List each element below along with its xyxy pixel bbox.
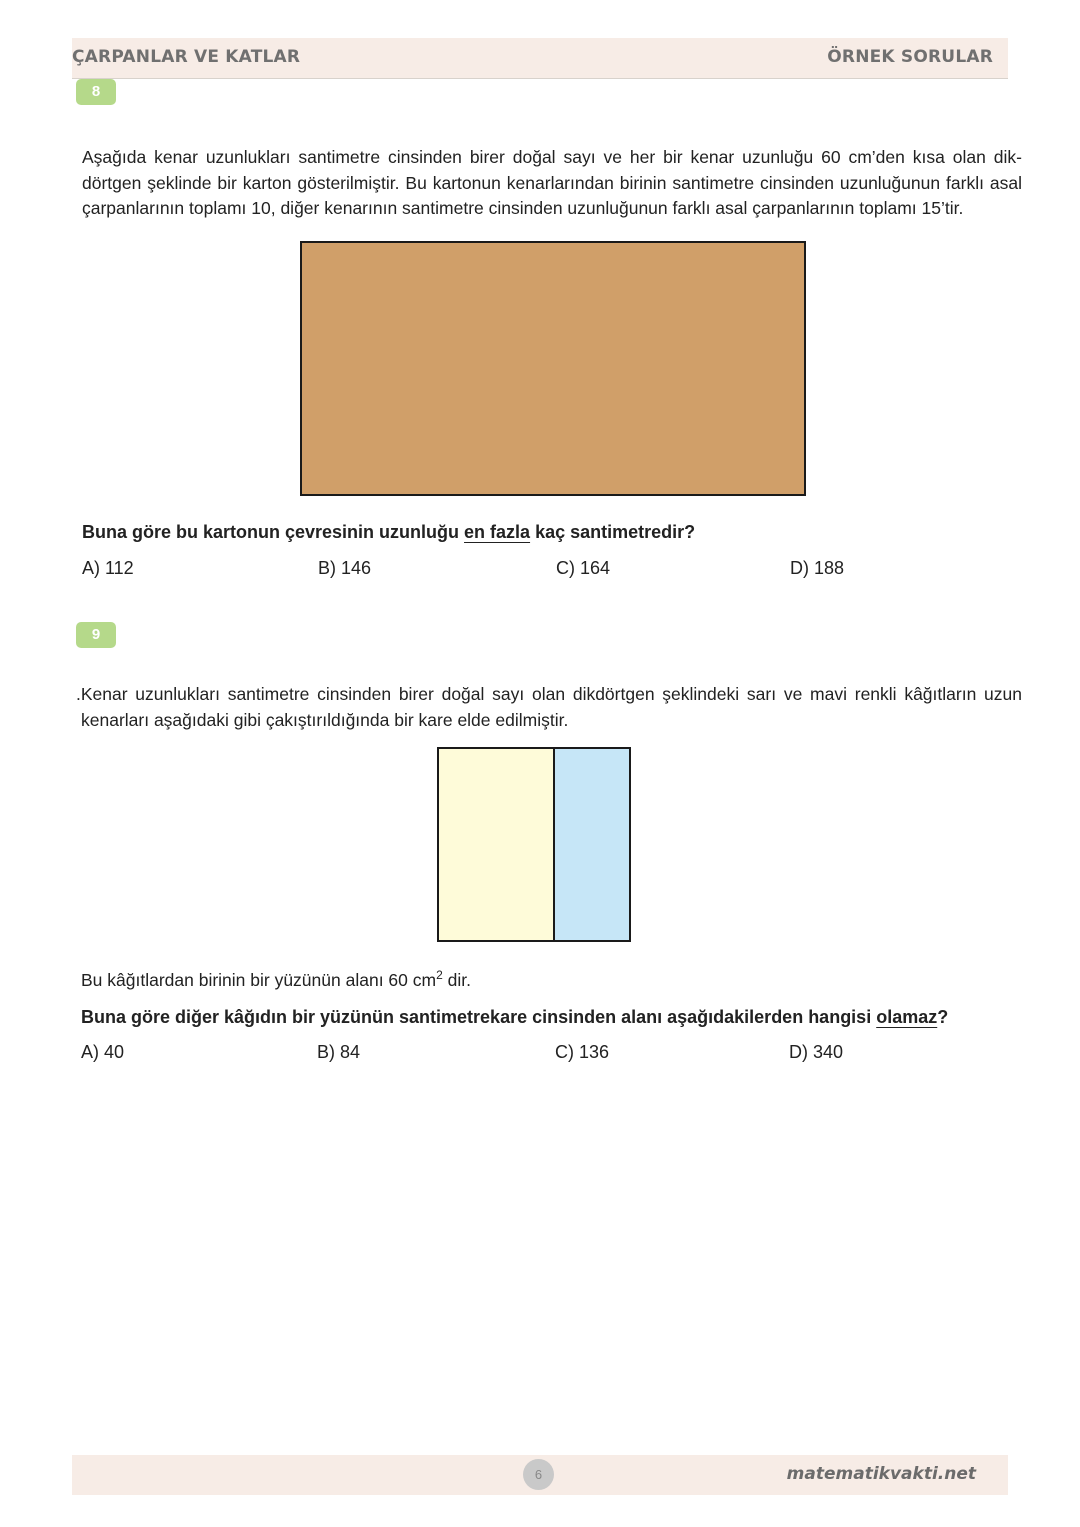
overlapping-papers-square	[437, 747, 631, 942]
option-b[interactable]: B) 84	[317, 1042, 361, 1062]
question-number-badge: 9	[76, 622, 116, 648]
question-9-info	[81, 970, 471, 991]
question-9-emphasis: olamaz	[876, 1007, 938, 1027]
option-a[interactable]: A) 40	[81, 1042, 125, 1062]
option-c[interactable]: C) 136	[555, 1042, 610, 1062]
cardboard-rectangle	[300, 241, 806, 496]
page-header	[72, 38, 1008, 79]
yellow-paper	[439, 749, 555, 940]
superscript: 2	[436, 968, 443, 983]
question-number-badge: 8	[76, 79, 116, 105]
page-footer	[72, 1455, 1008, 1495]
question-9-text	[76, 682, 1022, 733]
question-9-info-start: Bu kâğıtlardan birinin bir yüzünün alanı 60 cm	[81, 970, 437, 990]
option-c[interactable]: C) 164	[556, 558, 611, 578]
question-9-text-rest: kenarları aşağıdaki gibi çakıştırıldığında bir kare elde edilmiştir.	[81, 709, 569, 730]
page-number: 6	[523, 1459, 554, 1490]
question-8-emphasis: en fazla	[464, 522, 531, 542]
question-9-prompt-start: Buna göre diğer kâğıdın bir yüzünün santimetrekare cinsinden alanı aşağıdakilerden hangisi	[81, 1007, 877, 1027]
question-8-prompt-end: kaç santimetredir?	[530, 522, 696, 542]
question-8-text-line: Aşağıda kenar uzunlukları santimetre cinsinden birer doğal sayı ve her bir kenar uzunluğu 60 cm’den kısa olan dik-	[82, 147, 1022, 167]
option-d[interactable]: D) 188	[790, 558, 845, 578]
site-name: matematikvakti.net	[786, 1464, 976, 1484]
section-title: ÖRNEK SORULAR	[827, 47, 993, 67]
question-9-prompt	[81, 1007, 948, 1028]
question-8-prompt	[82, 522, 695, 543]
option-d[interactable]: D) 340	[789, 1042, 844, 1062]
question-9-info-end: dir.	[442, 970, 471, 990]
chapter-title: ÇARPANLAR VE KATLAR	[72, 47, 301, 67]
option-a[interactable]: A) 112	[82, 558, 134, 578]
question-9-text-line: .Kenar uzunlukları santimetre cinsinden birer doğal sayı olan dikdörtgen şeklindeki sarı ve mavi renkli kâğıtların uzun	[76, 684, 1022, 704]
question-8-text-rest: dörtgen şeklinde bir karton gösterilmiştir. Bu kartonun kenarlarından birinin santimetre cinsinden uzunluğunun farklı asal çarpanlarının toplamı 10, diğer kenarının santimetre cinsinden uzunluğunun farklı asal çarpanlarının toplamı 15’tir.	[82, 172, 1022, 218]
question-8-prompt-start: Buna göre bu kartonun çevresinin uzunluğu	[82, 522, 465, 542]
blue-paper	[555, 749, 629, 940]
question-9-prompt-end: ?	[937, 1007, 949, 1027]
question-8-text	[82, 145, 1022, 222]
option-b[interactable]: B) 146	[318, 558, 372, 578]
